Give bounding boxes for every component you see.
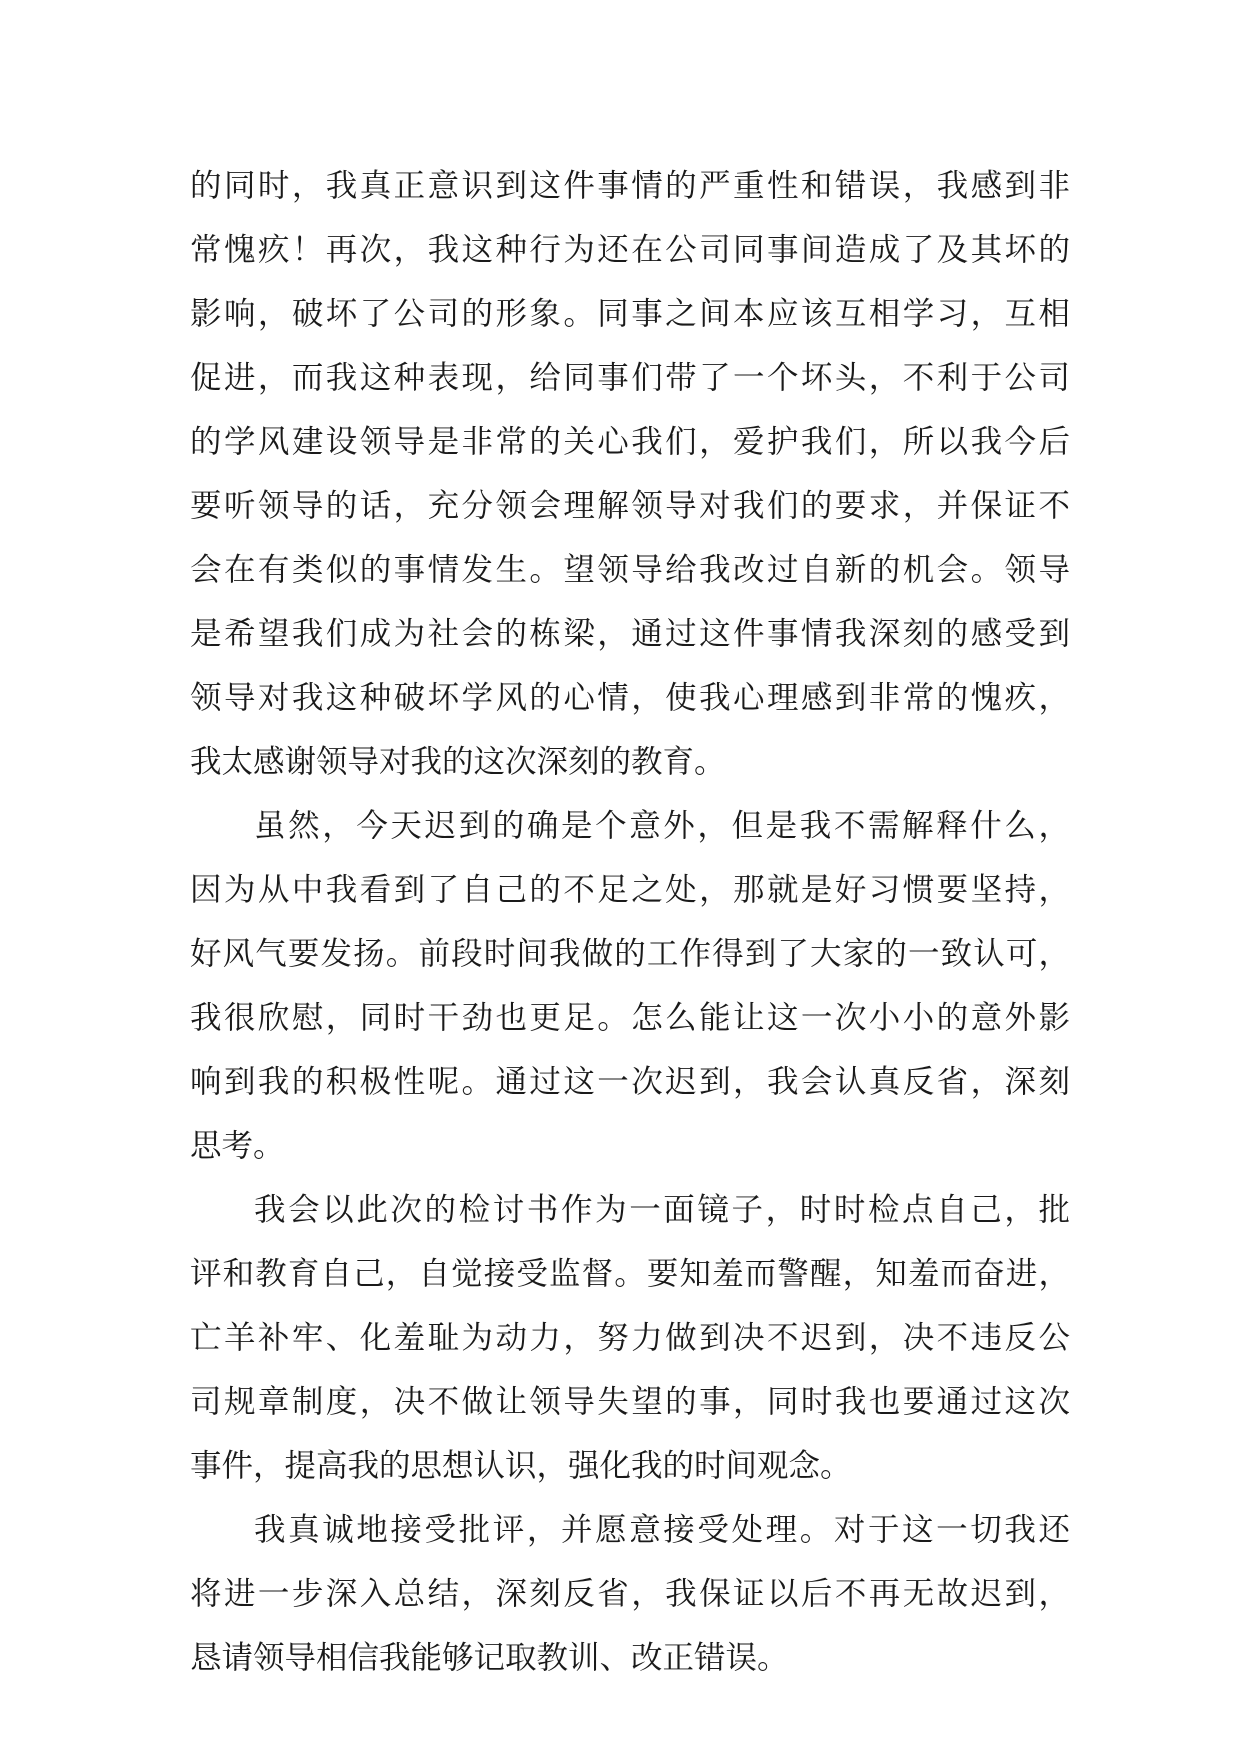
text-line: 促进，而我这种表现，给同事们带了一个坏头，不利于公司 [190,360,1070,396]
text-line: 思考。 [190,1128,285,1164]
text-line: 我真诚地接受批评，并愿意接受处理。对于这一切我还 [254,1512,1070,1548]
text-line: 事件，提高我的思想认识，强化我的时间观念。 [190,1448,852,1484]
paragraph-1 [190,154,1070,794]
text-line: 评和教育自己，自觉接受监督。要知羞而警醒，知羞而奋进， [190,1256,1070,1292]
text-line: 我很欣慰，同时干劲也更足。怎么能让这一次小小的意外影 [190,1000,1070,1036]
text-line: 虽然，今天迟到的确是个意外，但是我不需解释什么， [254,808,1070,844]
text-line: 常愧疚！再次，我这种行为还在公司同事间造成了及其坏的 [190,232,1070,268]
text-line: 影响，破坏了公司的形象。同事之间本应该互相学习，互相 [190,296,1070,332]
text-line: 将进一步深入总结，深刻反省，我保证以后不再无故迟到， [190,1576,1070,1612]
text-line: 好风气要发扬。前段时间我做的工作得到了大家的一致认可， [190,936,1070,972]
text-line: 因为从中我看到了自己的不足之处，那就是好习惯要坚持， [190,872,1070,908]
text-line: 要听领导的话，充分领会理解领导对我们的要求，并保证不 [190,488,1070,524]
paragraph-2 [190,794,1070,1178]
text-line: 司规章制度，决不做让领导失望的事，同时我也要通过这次 [190,1384,1070,1420]
text-line: 恳请领导相信我能够记取教训、改正错误。 [190,1640,789,1676]
text-line: 响到我的积极性呢。通过这一次迟到，我会认真反省，深刻 [190,1064,1070,1100]
text-line: 领导对我这种破坏学风的心情，使我心理感到非常的愧疚， [190,680,1070,716]
paragraph-4 [190,1498,1070,1690]
text-line: 我会以此次的检讨书作为一面镜子，时时检点自己，批 [254,1192,1070,1228]
text-line: 的学风建设领导是非常的关心我们，爱护我们，所以我今后 [190,424,1070,460]
text-line: 我太感谢领导对我的这次深刻的教育。 [190,744,726,780]
text-line: 会在有类似的事情发生。望领导给我改过自新的机会。领导 [190,552,1070,588]
paragraph-3 [190,1178,1070,1498]
document-body [190,154,1070,1690]
text-line: 的同时，我真正意识到这件事情的严重性和错误，我感到非 [190,168,1070,204]
text-line: 是希望我们成为社会的栋梁，通过这件事情我深刻的感受到 [190,616,1070,652]
text-line: 亡羊补牢、化羞耻为动力，努力做到决不迟到，决不违反公 [190,1320,1070,1356]
